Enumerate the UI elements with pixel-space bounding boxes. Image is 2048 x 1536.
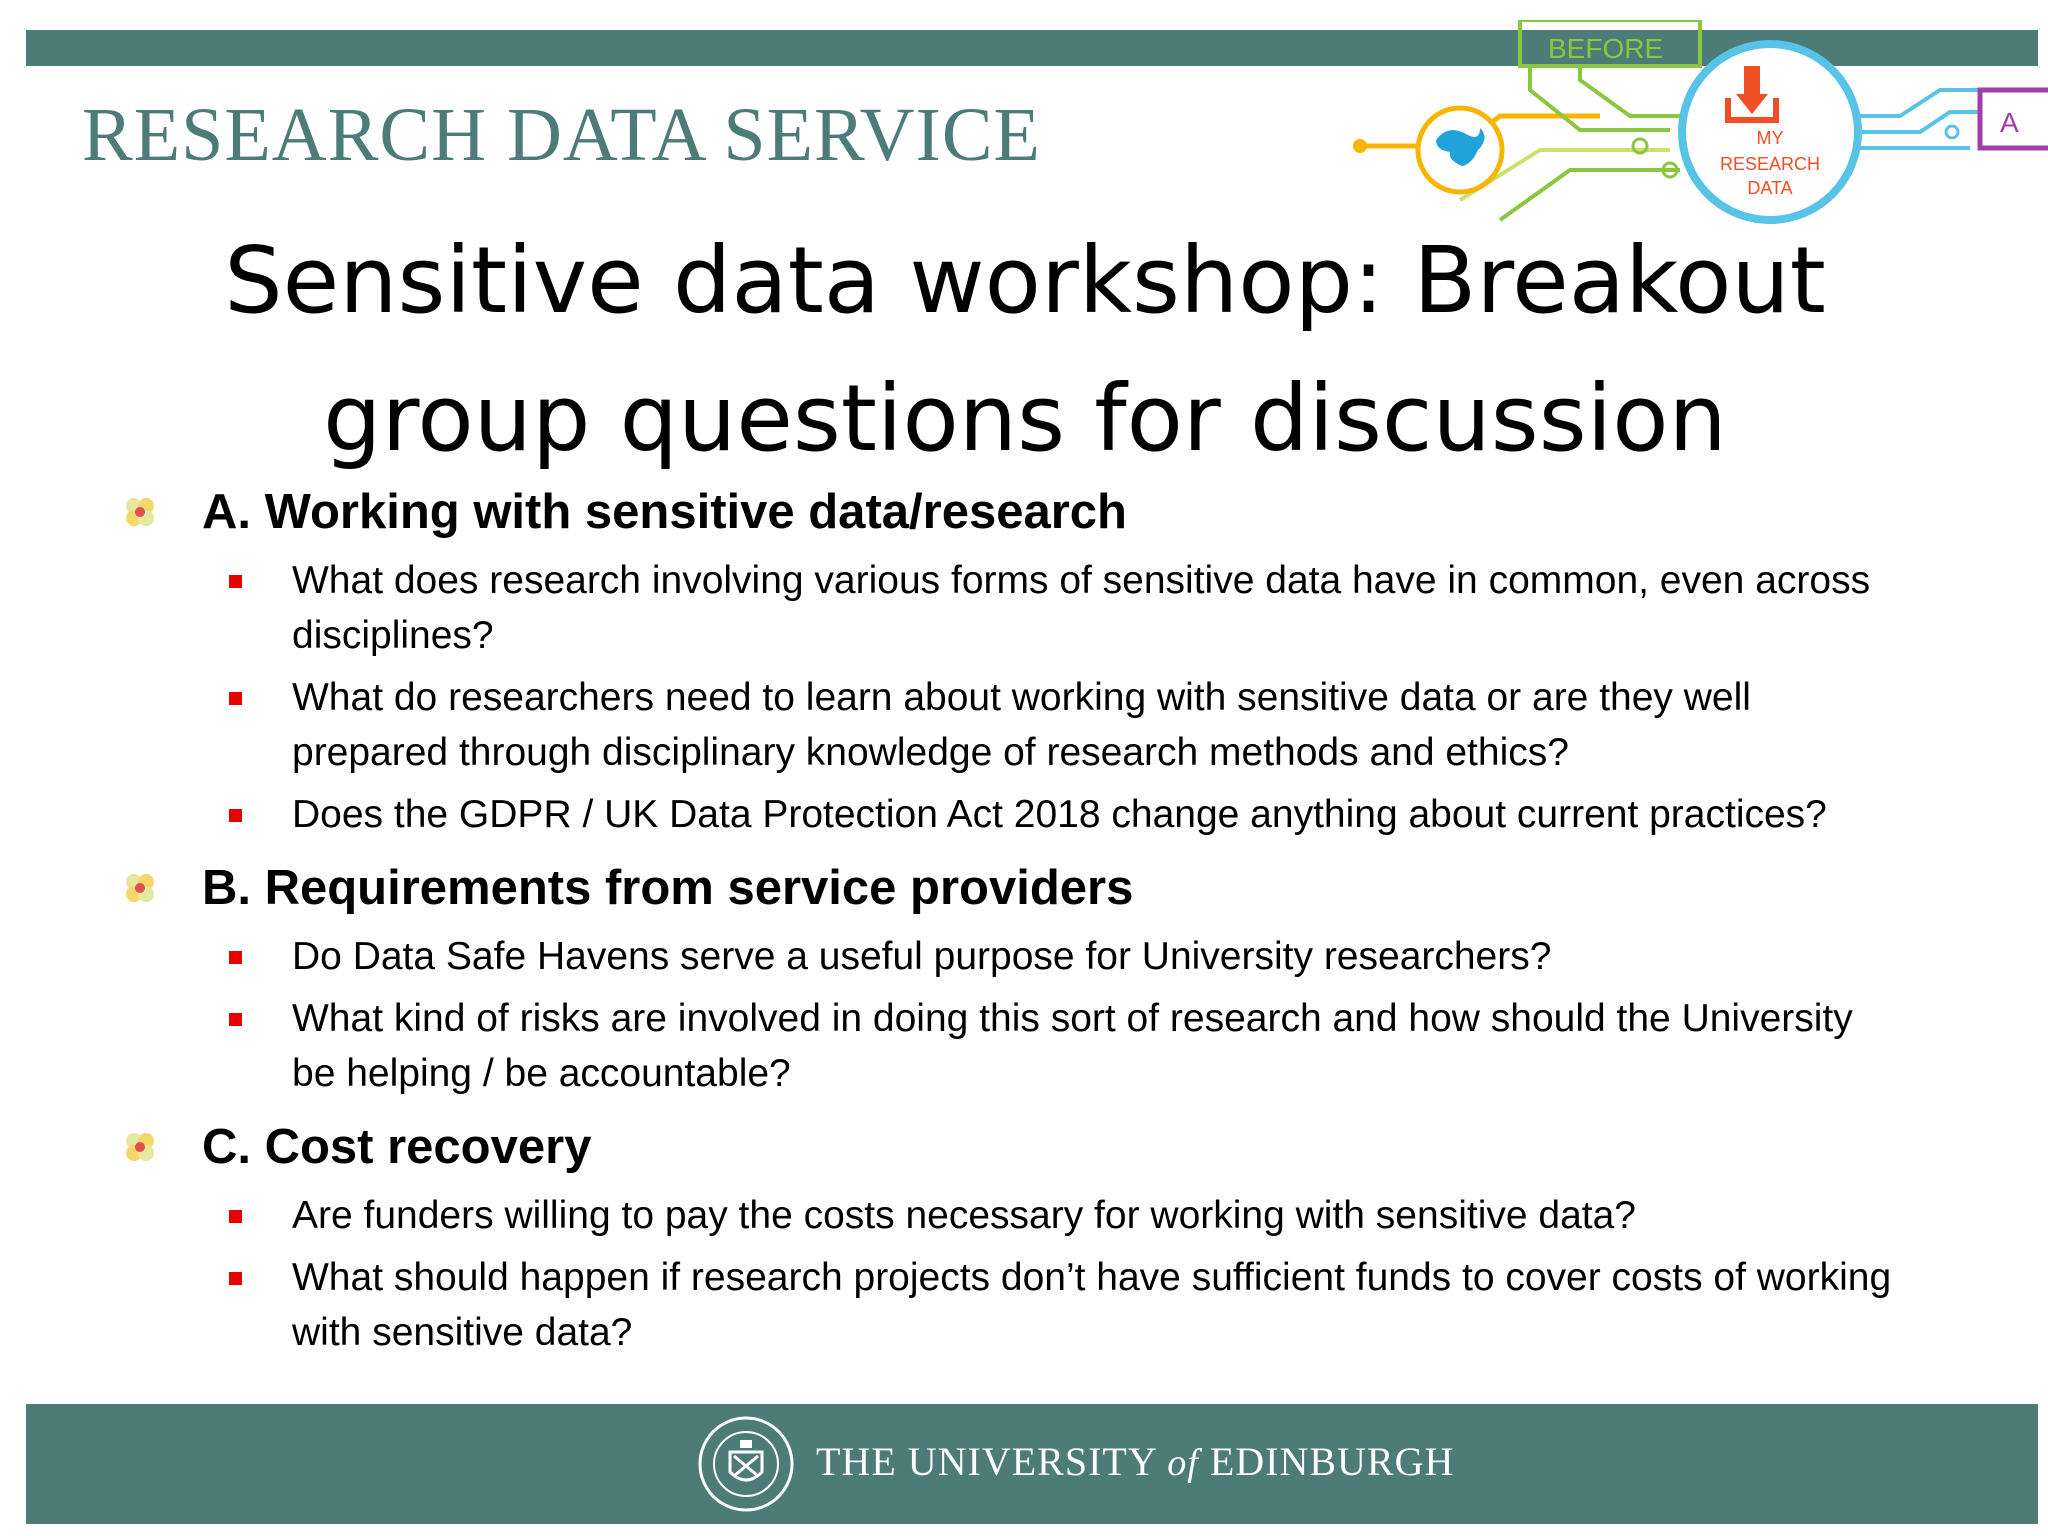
square-bullet-icon xyxy=(229,1013,242,1026)
uni-name-post: EDINBURGH xyxy=(1209,1439,1455,1484)
slide-title-line-2: group questions for discussion xyxy=(323,365,1727,472)
footer-bar xyxy=(26,1404,2038,1524)
section-c xyxy=(120,1113,1950,1360)
label-data: DATA xyxy=(1747,178,1793,198)
question-text: What kind of risks are involved in doing this sort of research and how should the University be helping / be accountable? xyxy=(292,997,1853,1095)
question-text: What should happen if research projects don’t have sufficient funds to cover costs of working with sensitive data? xyxy=(292,1256,1892,1354)
question-text: Are funders willing to pay the costs necessary for working with sensitive data? xyxy=(292,1194,1636,1237)
square-bullet-icon xyxy=(229,1210,242,1223)
question-text: What does research involving various forms of sensitive data have in common, even across disciplines? xyxy=(292,559,1871,657)
label-before: BEFORE xyxy=(1548,33,1664,64)
list-item xyxy=(120,553,1892,663)
flower-bullet-icon xyxy=(120,868,160,908)
list-item xyxy=(120,670,1892,780)
section-heading xyxy=(120,1113,1950,1181)
list-item xyxy=(120,787,1892,842)
square-bullet-icon xyxy=(229,692,242,705)
flower-bullet-icon xyxy=(120,1127,160,1167)
label-my: MY xyxy=(1756,128,1784,148)
question-list xyxy=(120,553,1950,842)
uni-name-of: of xyxy=(1167,1442,1199,1484)
label-research: RESEARCH xyxy=(1719,154,1821,174)
section-heading-text: A. Working with sensitive data/research xyxy=(202,485,1127,539)
section-b xyxy=(120,854,1950,1101)
university-crest-icon xyxy=(696,1414,796,1514)
question-list xyxy=(120,929,1950,1101)
question-text: Does the GDPR / UK Data Protection Act 2018 change anything about current practices? xyxy=(292,793,1827,836)
square-bullet-icon xyxy=(229,575,242,588)
section-a xyxy=(120,478,1950,842)
question-list xyxy=(120,1188,1950,1360)
slide-title-line-1: Sensitive data workshop: Breakout xyxy=(224,227,1826,334)
university-name xyxy=(816,1438,1454,1485)
service-title: RESEARCH DATA SERVICE xyxy=(82,93,1041,177)
square-bullet-icon xyxy=(229,951,242,964)
section-heading-text: C. Cost recovery xyxy=(202,1120,592,1174)
uni-name-pre: THE UNIVERSITY xyxy=(816,1439,1157,1484)
section-heading-text: B. Requirements from service providers xyxy=(202,861,1134,915)
my-research-data-graphic xyxy=(1340,20,2048,240)
slide-content xyxy=(120,478,1950,1366)
slide-title xyxy=(180,212,1870,488)
section-heading xyxy=(120,854,1950,922)
section-heading xyxy=(120,478,1950,546)
list-item xyxy=(120,929,1892,984)
square-bullet-icon xyxy=(229,809,242,822)
list-item xyxy=(120,1250,1892,1360)
flower-bullet-icon xyxy=(120,492,160,532)
question-text: Do Data Safe Havens serve a useful purpose for University researchers? xyxy=(292,935,1552,978)
list-item xyxy=(120,991,1892,1101)
list-item xyxy=(120,1188,1892,1243)
square-bullet-icon xyxy=(229,1272,242,1285)
svg-text:A: A xyxy=(2000,107,2019,138)
question-text: What do researchers need to learn about working with sensitive data or are they well prepared through disciplinary knowledge of research methods and ethics? xyxy=(292,676,1751,774)
